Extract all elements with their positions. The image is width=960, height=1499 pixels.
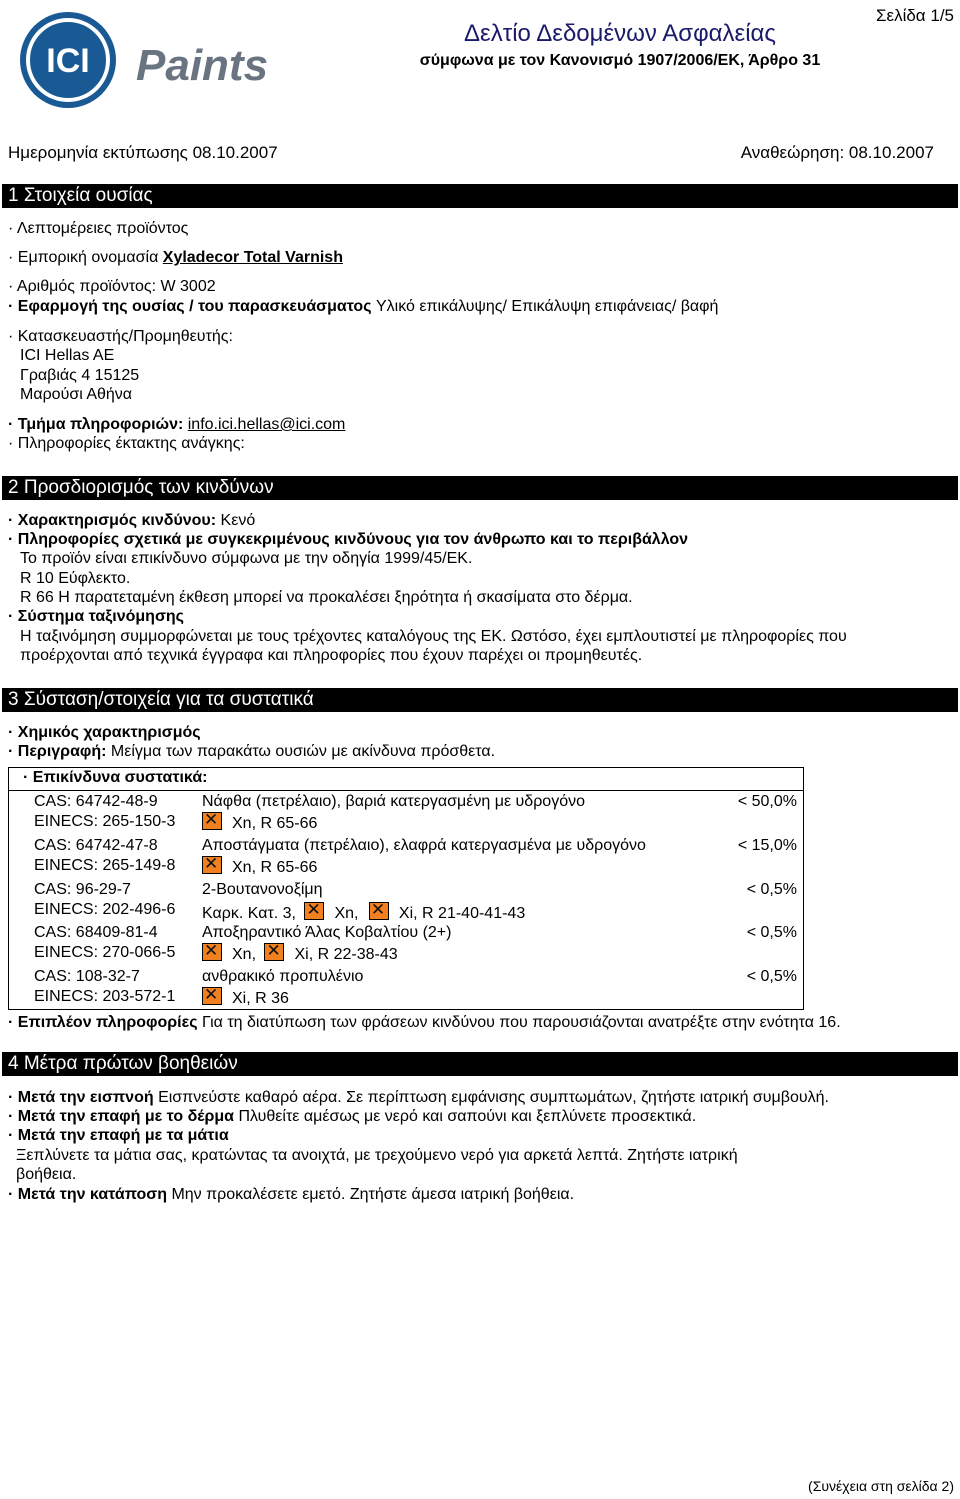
cas-number: CAS: 108-32-7 [34, 968, 140, 985]
description-label: · Περιγραφή: [8, 743, 111, 760]
skin-contact-value: Πλυθείτε αμέσως με νερό και σαπούνι και ξεπλύνετε προσεκτικά. [238, 1108, 697, 1125]
component-classification: ✕Xn, R 65-66 [202, 856, 317, 878]
company-logo [18, 8, 298, 108]
component-percentage: < 0,5% [746, 924, 797, 941]
ici-logo-icon [18, 8, 298, 108]
use-label: · Εφαρμογή της ουσίας / του παρασκευάσματος [8, 298, 376, 315]
trade-name-label: · Εμπορική ονομασία [8, 249, 163, 266]
irritant-hazard-icon [369, 902, 389, 920]
component-percentage: < 0,5% [746, 881, 797, 898]
component-percentage: < 0,5% [746, 968, 797, 985]
product-number-value: W 3002 [160, 278, 216, 295]
revision-date: Αναθεώρηση: 08.10.2007 [740, 143, 934, 162]
page-number: Σελίδα 1/5 [875, 6, 954, 25]
hazard-label: · Χαρακτηρισμός κινδύνου: [8, 512, 221, 529]
document-title: Δελτίο Δεδομένων Ασφαλείας [463, 20, 776, 47]
trade-name-row [8, 248, 343, 267]
hazard-text-1: Το προϊόν είναι επικίνδυνο σύμφωνα με την οδηγία 1999/45/ΕΚ. [20, 550, 473, 567]
classification-text-1: Η ταξινόμηση συμμορφώνεται με τους τρέχοντες καταλόγους της ΕΚ. Ωστόσο, έχει εμπλουτιστεί με πληροφορίες που [20, 628, 847, 645]
hazard-text-3: R 66 Η παρατεταμένη έκθεση μπορεί να προκαλέσει ξηρότητα ή σκασίματα στο δέρμα. [20, 589, 633, 606]
address-line-2: Γραβιάς 4 15125 [20, 367, 140, 384]
address-line-1: ICI Hellas AE [20, 347, 115, 364]
specific-hazards-label: · Πληροφορίες σχετικά με συγκεκριμένους κινδύνους για τον άνθρωπο και το περιβάλλον [8, 531, 689, 548]
svg-text:Paints: Paints [136, 41, 269, 90]
harmful-hazard-icon [202, 856, 222, 874]
product-number-row [8, 277, 216, 296]
info-email-link[interactable]: info.ici.hellas@ici.com [187, 416, 346, 433]
section-3-title: 3 Σύσταση/στοιχεία για τα συστατικά [2, 688, 958, 712]
component-name: 2-Βουτανονοξίμη [202, 881, 323, 898]
hazard-row [8, 511, 255, 530]
additional-info-row [8, 1013, 841, 1032]
emergency-info-label: · Πληροφορίες έκτακτης ανάγκης: [8, 435, 245, 452]
harmful-hazard-icon [202, 943, 222, 961]
section-2-title: 2 Προσδιορισμός των κινδύνων [2, 476, 958, 500]
table-title: · Επικίνδυνα συστατικά: [23, 769, 208, 786]
cas-number: CAS: 64742-48-9 [34, 793, 158, 810]
einecs-number: EINECS: 265-150-3 [34, 813, 176, 830]
einecs-number: EINECS: 270-066-5 [34, 944, 176, 961]
svg-text:ICI: ICI [46, 42, 90, 80]
harmful-hazard-icon [304, 902, 324, 920]
description-value: Μείγμα των παρακάτω ουσιών με ακίνδυνα πρόσθετα. [110, 743, 496, 760]
component-classification: ✕Xn, ✕ Xi, R 22-38-43 [202, 943, 398, 965]
component-percentage: < 15,0% [737, 837, 797, 854]
continued-note: (Συνέχεια στη σελίδα 2) [808, 1478, 954, 1494]
component-classification: ✕Xi, R 36 [202, 987, 289, 1009]
component-percentage: < 50,0% [737, 793, 797, 810]
ingestion-label: · Μετά την κατάποση [8, 1186, 172, 1203]
manufacturer-label: · Κατασκευαστής/Προμηθευτής: [8, 328, 233, 345]
skin-contact-row [8, 1107, 696, 1126]
table-header-divider [9, 790, 803, 791]
ingestion-value: Μην προκαλέσετε εμετό. Ζητήστε άμεσα ιατρική βοήθεια. [171, 1186, 575, 1203]
additional-info-label: · Επιπλέον πληροφορίες [8, 1014, 202, 1031]
component-classification: Καρκ. Κατ. 3, ✕ Xn, ✕ Xi, R 21-40-41-43 [202, 902, 525, 924]
hazardous-components-table [8, 767, 804, 1010]
hazard-value: Κενό [220, 512, 256, 529]
ingestion-row [8, 1185, 574, 1204]
chemical-characterisation-label: · Χημικός χαρακτηρισμός [8, 724, 201, 741]
cas-number: CAS: 68409-81-4 [34, 924, 158, 941]
product-details-label: · Λεπτομέρειες προϊόντος [8, 220, 189, 237]
product-number-label: · Αριθμός προϊόντος: [8, 278, 161, 295]
irritant-hazard-icon [264, 943, 284, 961]
cas-number: CAS: 64742-47-8 [34, 837, 158, 854]
component-name: ανθρακικό προπυλένιο [202, 968, 364, 985]
inhalation-label: · Μετά την εισπνοή [8, 1089, 159, 1106]
use-row [8, 297, 718, 316]
description-row [8, 742, 495, 761]
use-value: Υλικό επικάλυψης/ Επικάλυψη επιφάνειας/ βαφή [375, 298, 719, 315]
section-4-title: 4 Μέτρα πρώτων βοηθειών [2, 1052, 958, 1076]
print-date: Ημερομηνία εκτύπωσης 08.10.2007 [8, 143, 278, 162]
component-classification: ✕Xn, R 65-66 [202, 812, 317, 834]
trade-name-value: Xyladecor Total Varnish [162, 249, 343, 266]
harmful-hazard-icon [202, 812, 222, 830]
irritant-hazard-icon [202, 987, 222, 1005]
info-dept-row [8, 415, 345, 434]
info-dept-label: · Τμήμα πληροφοριών: [8, 416, 188, 433]
component-name: Αποστάγματα (πετρέλαιο), ελαφρά κατεργασμένα με υδρογόνο [202, 837, 646, 854]
component-name: Αποξηραντικό Άλας Κοβαλτίου (2+) [202, 924, 452, 941]
einecs-number: EINECS: 203-572-1 [34, 988, 176, 1005]
component-name: Νάφθα (πετρέλαιο), βαριά κατεργασμένη με υδρογόνο [202, 793, 585, 810]
inhalation-row [8, 1088, 829, 1107]
address-line-3: Μαρούσι Αθήνα [20, 386, 133, 403]
additional-info-value: Για τη διατύπωση των φράσεων κινδύνου που παρουσιάζονται ανατρέξτε στην ενότητα 16. [201, 1014, 841, 1031]
einecs-number: EINECS: 265-149-8 [34, 857, 176, 874]
eye-contact-text-2: βοήθεια. [16, 1166, 77, 1183]
classification-system-label: · Σύστημα ταξινόμησης [8, 608, 184, 625]
cas-number: CAS: 96-29-7 [34, 881, 131, 898]
hazard-text-2: R 10 Εύφλεκτο. [20, 570, 131, 587]
classification-text-2: προέρχονται από τεχνικά έγγραφα και πληροφορίες που έχουν παρέχει οι προμηθευτές. [20, 647, 643, 664]
eye-contact-text-1: Ξεπλύνετε τα μάτια σας, κρατώντας τα ανοιχτά, με τρεχούμενο νερό για αρκετά λεπτά. Ζητήστε ιατρική [16, 1147, 738, 1164]
document-subtitle: σύμφωνα με τον Κανονισμό 1907/2006/ΕΚ, Άρθρο 31 [419, 52, 821, 69]
section-1-title: 1 Στοιχεία ουσίας [2, 184, 958, 208]
inhalation-value: Εισπνεύστε καθαρό αέρα. Σε περίπτωση εμφάνισης συμπτωμάτων, ζητήστε ιατρική συμβουλή. [158, 1089, 829, 1106]
skin-contact-label: · Μετά την επαφή με το δέρμα [8, 1108, 239, 1125]
eye-contact-label: · Μετά την επαφή με τα μάτια [8, 1127, 229, 1144]
einecs-number: EINECS: 202-496-6 [34, 901, 176, 918]
